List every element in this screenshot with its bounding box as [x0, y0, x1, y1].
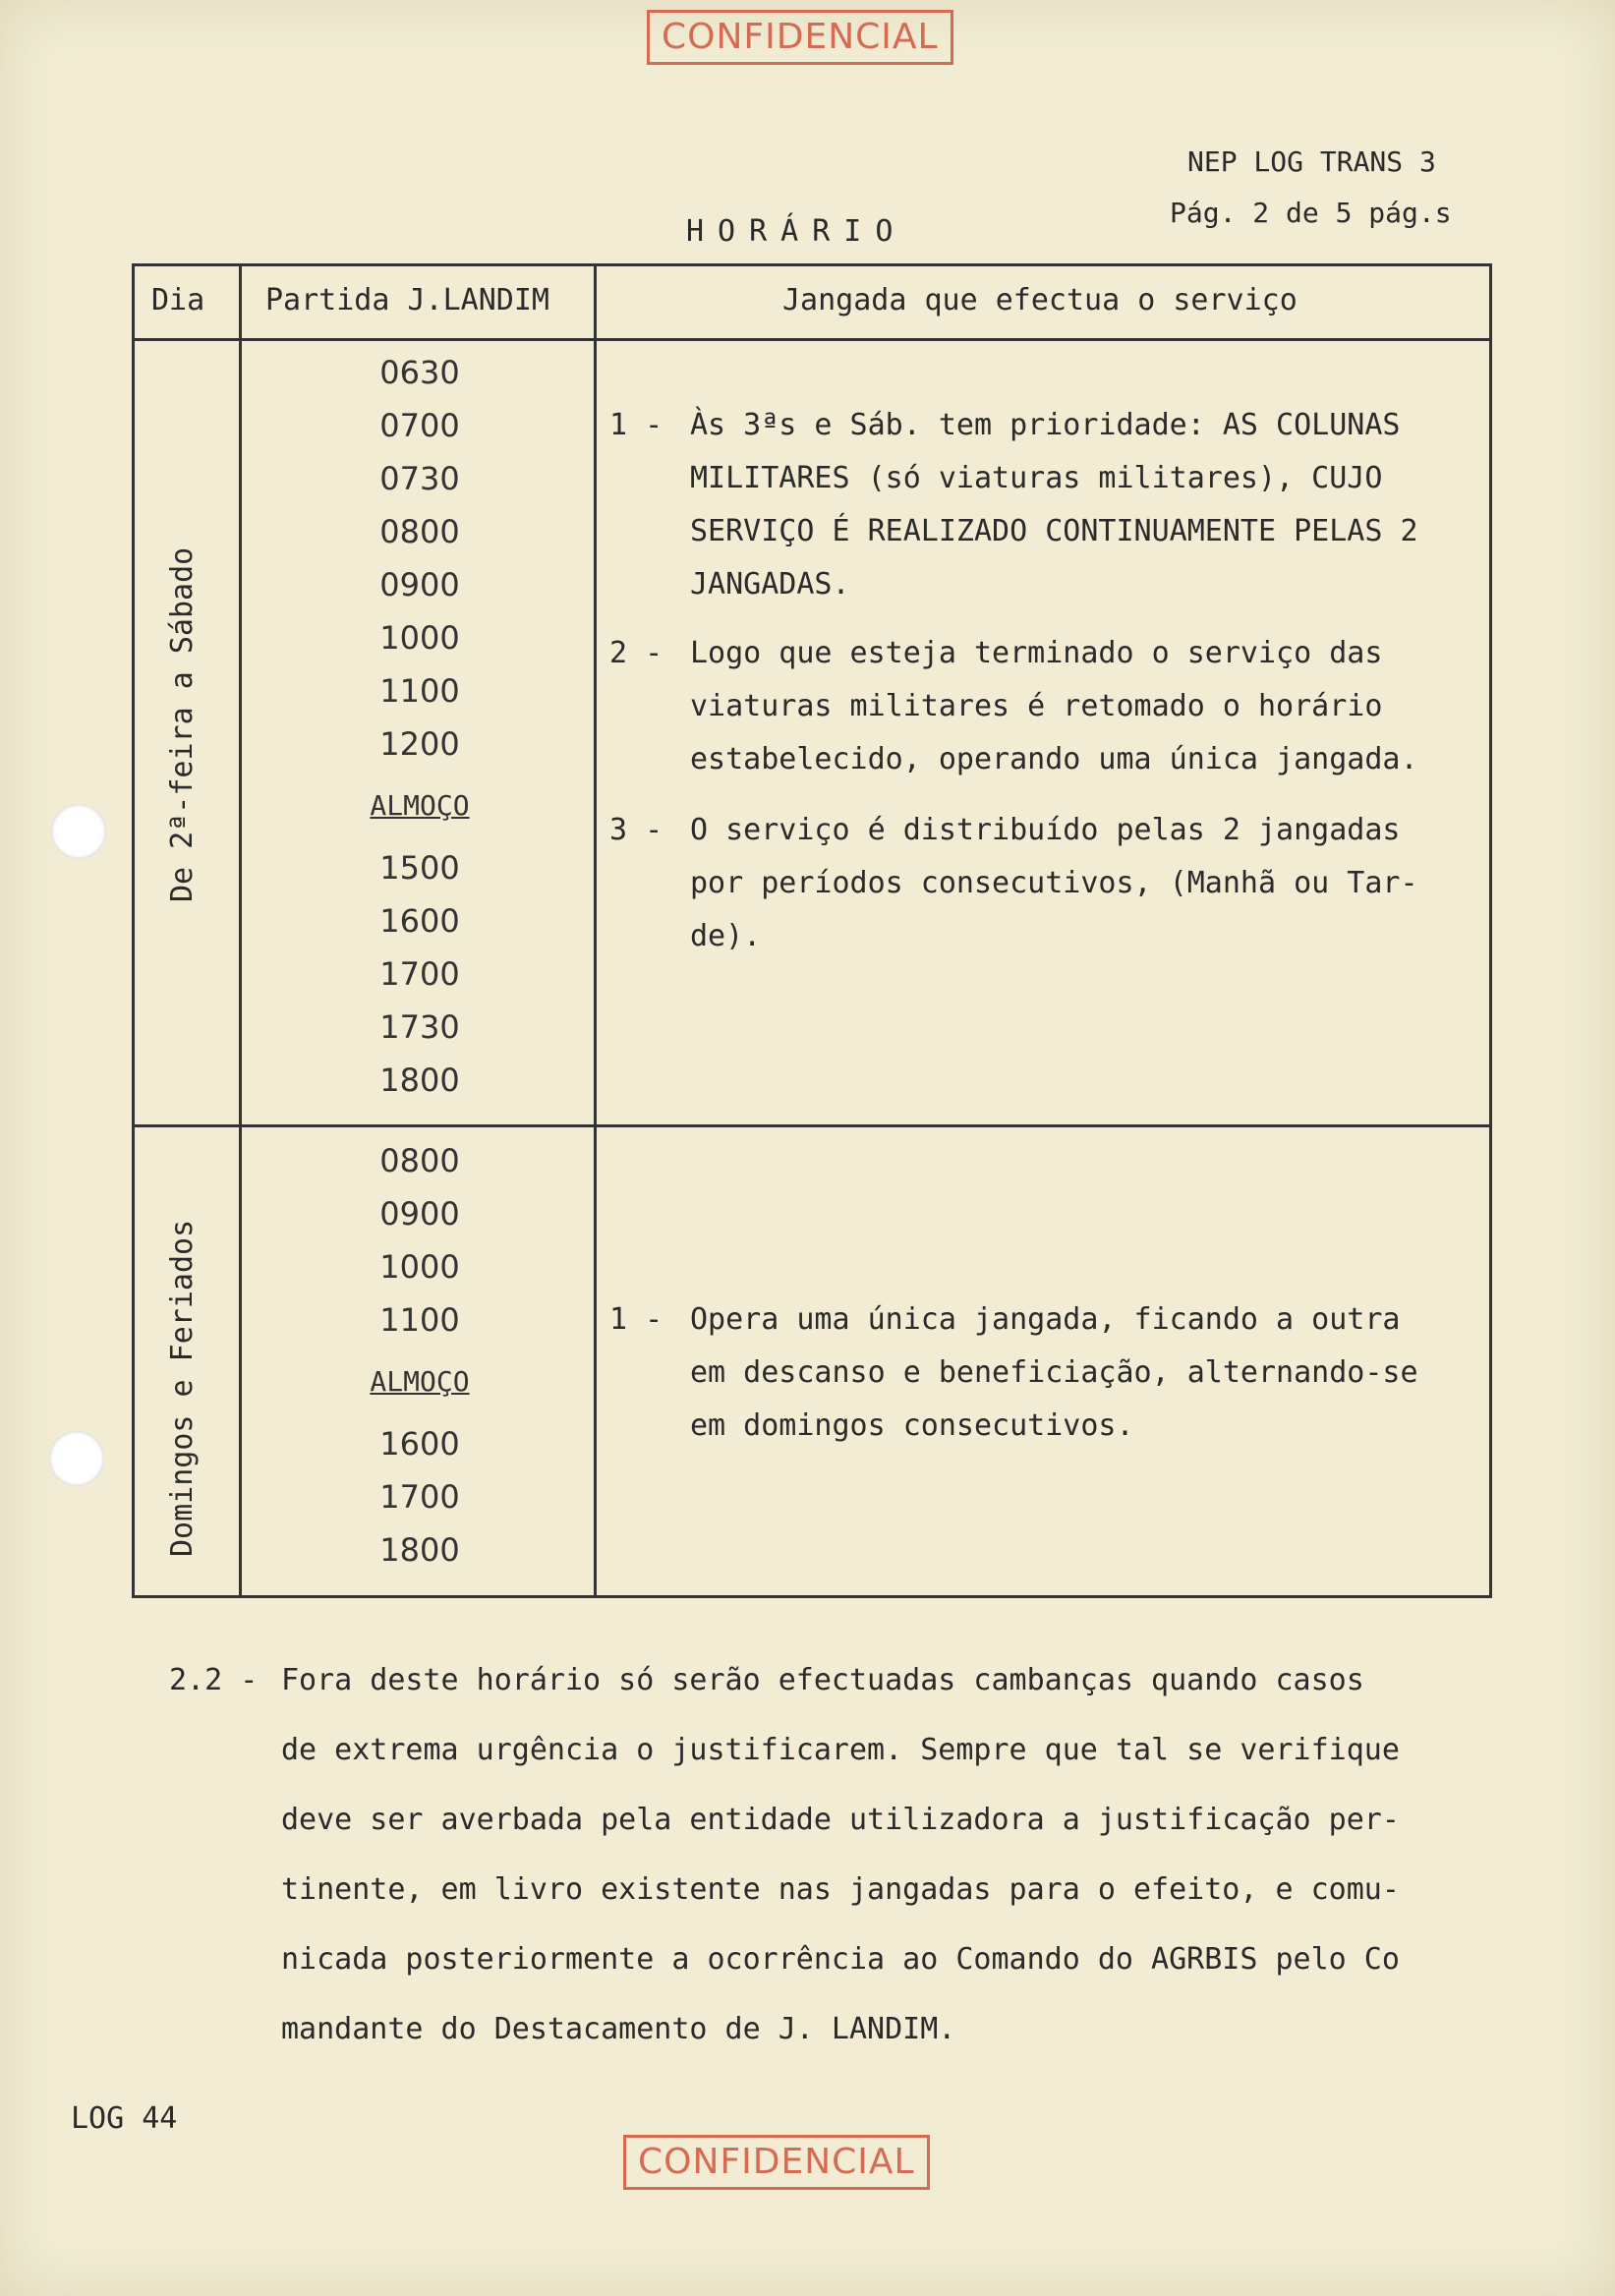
weekday-times: [242, 346, 598, 1107]
punch-hole-lower: [49, 1431, 104, 1486]
note-text: Logo que esteja terminado o serviço das viaturas militares é retomado o horário estabelecido, operando uma única jangada.: [690, 636, 1418, 776]
weekday-section-label: De 2ª-feira a Sábado: [165, 546, 200, 902]
weekday-lunch-break: ALMOÇO: [370, 789, 470, 822]
punch-hole-upper: [51, 804, 106, 859]
weekday-note: [609, 399, 1506, 611]
document-reference: NEP LOG TRANS 3: [1187, 145, 1436, 178]
page-title: HORÁRIO: [686, 214, 907, 249]
paragraph-number: 2.2 -: [169, 1663, 259, 1697]
departure-time: 0900: [379, 1195, 460, 1233]
note-number: 1 -: [609, 1302, 663, 1337]
column-header-service: Jangada que efectua o serviço: [782, 283, 1298, 317]
departure-time: 1100: [379, 672, 460, 710]
departure-time: 0900: [379, 566, 460, 603]
departure-time: 0700: [379, 407, 460, 444]
paragraph-2-2: [169, 1645, 1506, 2064]
column-header-day: Dia: [151, 283, 205, 317]
note-number: 3 -: [609, 813, 663, 847]
departure-time: 1500: [379, 849, 460, 887]
page-number: Pág. 2 de 5 pág.s: [1170, 197, 1452, 229]
departure-time: 1600: [379, 1425, 460, 1463]
weekend-note: [609, 1293, 1506, 1453]
departure-time: 1700: [379, 1478, 460, 1516]
departure-time: 1100: [379, 1301, 460, 1339]
note-text: Às 3ªs e Sáb. tem prioridade: AS COLUNAS MILITARES (só viaturas militares), CUJO SERVIÇO É REALIZADO CONTINUAMENTE PELAS 2 JANGADAS.: [690, 408, 1418, 602]
departure-time: 1800: [379, 1531, 460, 1569]
departure-time: 0730: [379, 460, 460, 497]
note-text: Opera uma única jangada, ficando a outra em descanso e beneficiação, alternando-se em domingos consecutivos.: [690, 1302, 1418, 1443]
departure-time: 0630: [379, 354, 460, 391]
column-header-departure: Partida J.LANDIM: [265, 283, 549, 317]
weekday-note: [609, 804, 1506, 963]
weekend-times: [242, 1134, 598, 1577]
weekend-section-label: Domingos e Feriados: [165, 1219, 200, 1557]
departure-time: 1000: [379, 619, 460, 657]
weekend-morning-times: [242, 1134, 598, 1347]
note-number: 1 -: [609, 408, 663, 442]
departure-time: 1600: [379, 902, 460, 940]
form-code: LOG 44: [71, 2101, 178, 2136]
departure-time: 1200: [379, 725, 460, 763]
table-section-rule: [132, 1124, 1492, 1127]
departure-time: 1800: [379, 1062, 460, 1099]
departure-time: 1730: [379, 1008, 460, 1046]
departure-time: 1000: [379, 1248, 460, 1286]
weekday-morning-times: [242, 346, 598, 771]
note-text: O serviço é distribuído pelas 2 jangadas por períodos consecutivos, (Manhã ou Tar- de).: [690, 813, 1418, 953]
table-header-rule: [132, 338, 1492, 341]
note-number: 2 -: [609, 636, 663, 670]
weekday-afternoon-times: [242, 841, 598, 1107]
weekday-note: [609, 627, 1506, 786]
departure-time: 0800: [379, 1142, 460, 1179]
departure-time: 1700: [379, 955, 460, 993]
weekend-lunch-break: ALMOÇO: [370, 1365, 470, 1398]
confidential-stamp-top: CONFIDENCIAL: [647, 10, 953, 65]
weekend-afternoon-times: [242, 1417, 598, 1577]
confidential-stamp-bottom: CONFIDENCIAL: [623, 2135, 930, 2190]
paragraph-text: Fora deste horário só serão efectuadas cambanças quando casos de extrema urgência o justificarem. Sempre que tal se verifique deve ser averbada pela entidade utilizadora a justificação per- tinente, em livro existente nas jangadas para o efeito, e comu- nicada posteriormente a ocorrência ao Comando do AGRBIS pelo Co mandante do Destacamento de J. LANDIM.: [281, 1663, 1400, 2046]
departure-time: 0800: [379, 513, 460, 550]
